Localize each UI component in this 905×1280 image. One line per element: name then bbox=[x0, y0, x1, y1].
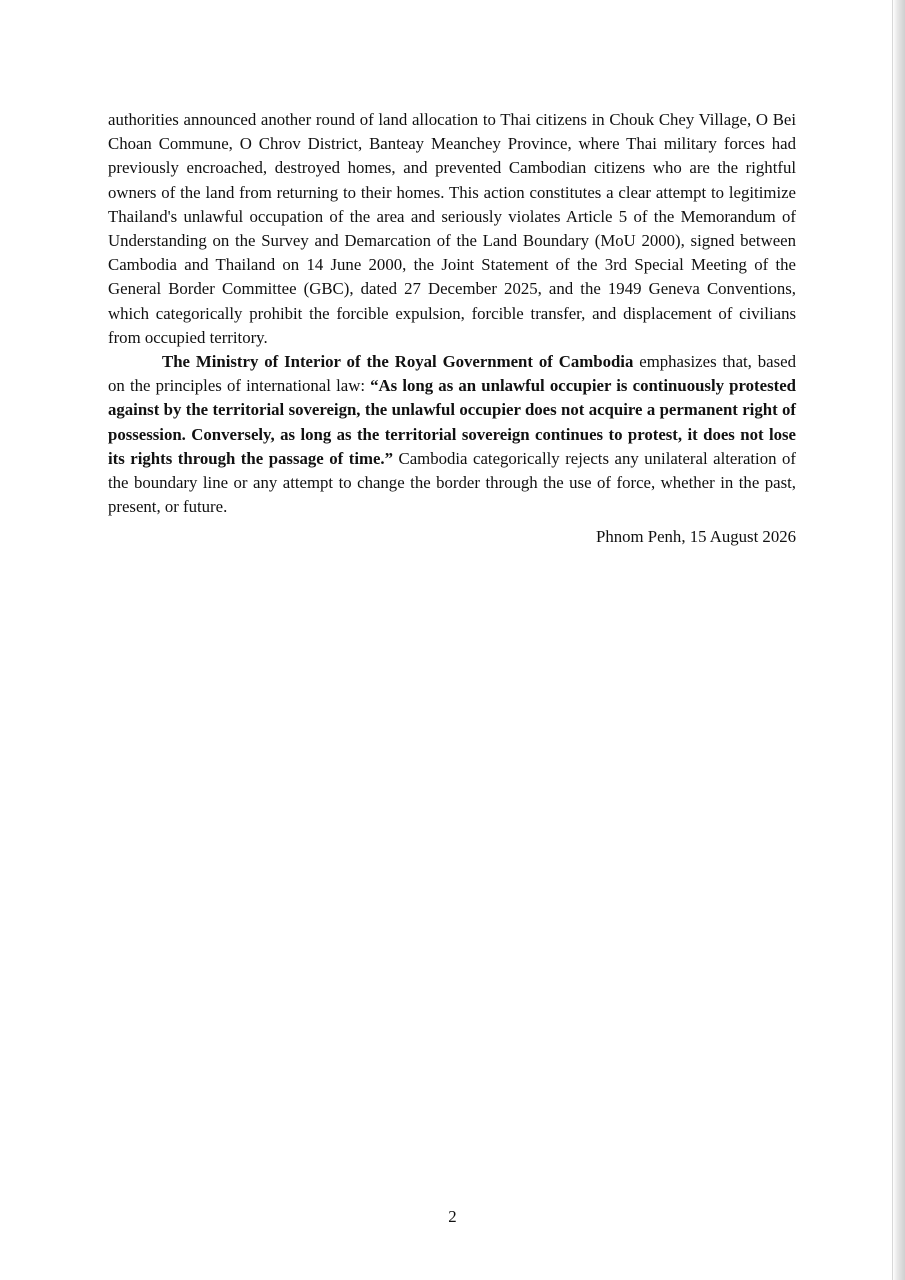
page-number: 2 bbox=[448, 1207, 457, 1226]
statement-lead-in: emphasizes that, based on the principles of international law: bbox=[108, 352, 796, 396]
legal-principle-quote: “As long as an unlawful occupier is continuously protested against by the territorial sovereign, the unlawful occupier does not acquire a permanent right of possession. Conversely, as long as the territorial sovereign continues to protest, it does not lose its rights through the passage of time.” bbox=[108, 376, 796, 468]
page-edge bbox=[892, 0, 905, 1280]
paragraph-ministry-statement bbox=[108, 350, 796, 519]
document-body bbox=[108, 108, 796, 550]
paragraph-continuation: authorities announced another round of land allocation to Thai citizens in Chouk Chey Village, O Bei Choan Commune, O Chrov District, Banteay Meanchey Province, where Thai military forces had previously encroached, destroyed homes, and prevented Cambodian citizens who are the rightful owners of the land from returning to their homes. This action constitutes a clear attempt to legitimize Thailand's unlawful occupation of the area and seriously violates Article 5 of the Memorandum of Understanding on the Survey and Demarcation of the Land Boundary (MoU 2000), signed between Cambodia and Thailand on 14 June 2000, the Joint Statement of the 3rd Special Meeting of the General Border Committee (GBC), dated 27 December 2025, and the 1949 Geneva Conventions, which categorically prohibit the forcible expulsion, forcible transfer, and displacement of civilians from occupied territory. bbox=[108, 110, 796, 347]
ministry-name: The Ministry of Interior of the Royal Government of Cambodia bbox=[162, 352, 634, 372]
place-and-date: Phnom Penh, 15 August 2026 bbox=[596, 527, 796, 547]
statement-closing: Cambodia categorically rejects any unilateral alteration of the boundary line or any attempt to change the border through the use of force, whether in the past, present, or future. bbox=[108, 448, 796, 517]
